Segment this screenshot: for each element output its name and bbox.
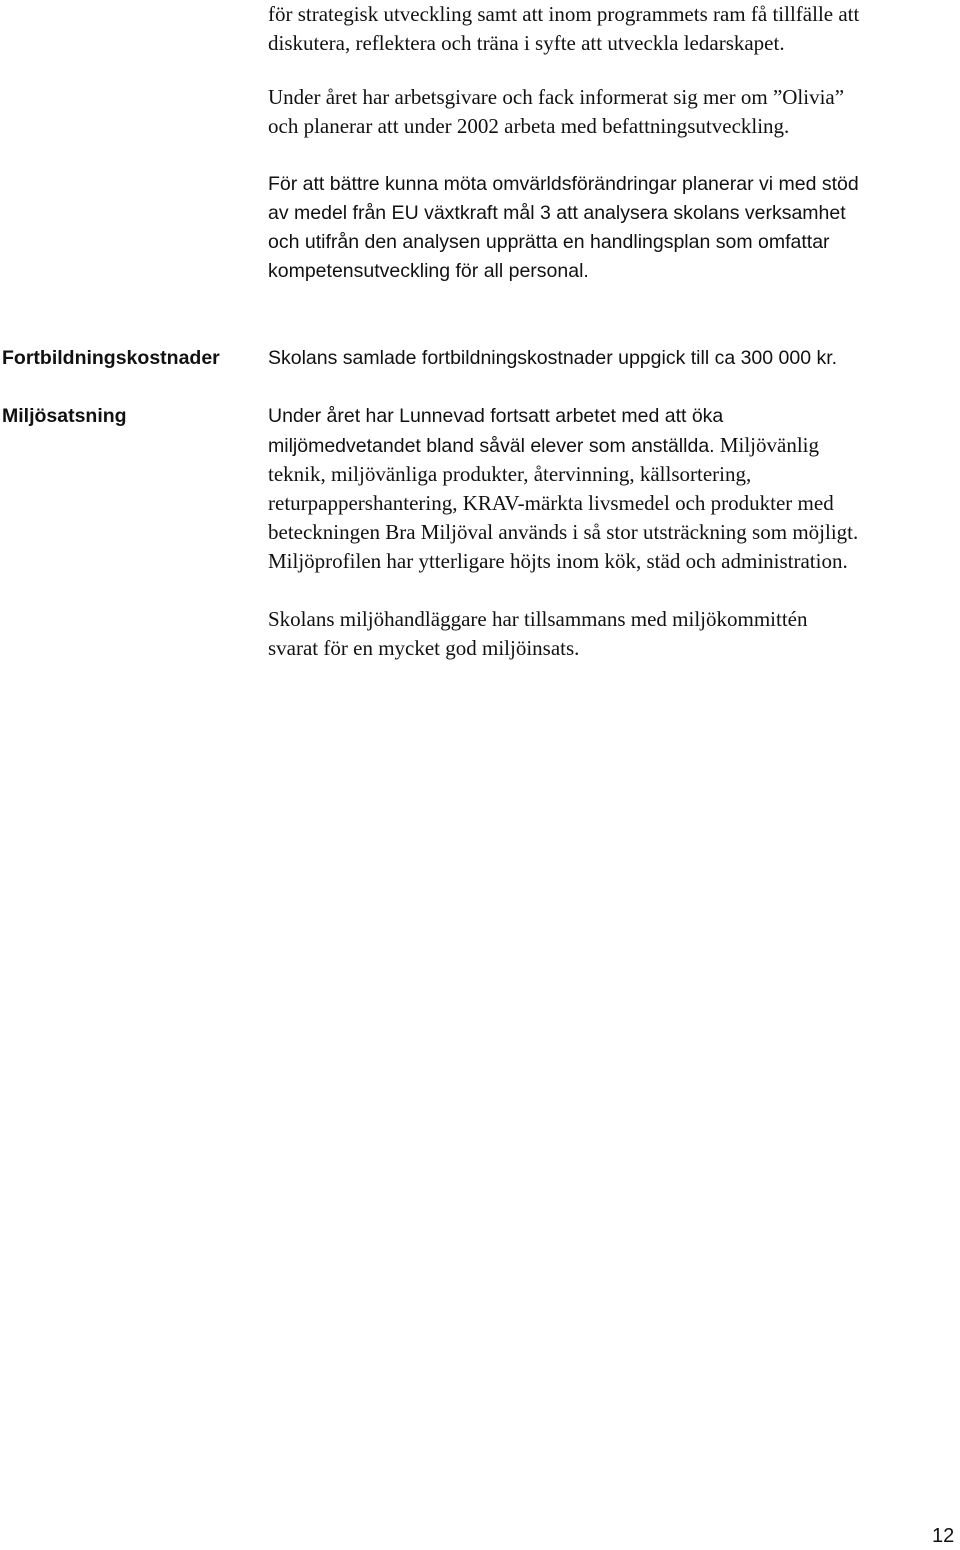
text-line: av medel från EU växtkraft mål 3 att analysera skolans verksamhet	[268, 202, 846, 224]
text-line: Miljöprofilen har ytterligare höjts inom kök, städ och administration.	[268, 549, 848, 573]
text-segment: Miljövänlig	[714, 433, 819, 457]
page-number: 12	[932, 1525, 955, 1547]
text-line: och planerar att under 2002 arbeta med befattningsutveckling.	[268, 114, 790, 138]
text-line: returpappershantering, KRAV-märkta livsmedel och produkter med	[268, 491, 834, 515]
section-label-environment: Miljösatsning	[2, 405, 127, 427]
text-line: Skolans miljöhandläggare har tillsammans med miljökommittén	[268, 607, 808, 631]
text-line: teknik, miljövänliga produkter, återvinning, källsortering,	[268, 462, 752, 486]
text-segment: miljömedvetandet bland såväl elever som anställda.	[268, 435, 715, 457]
text-line: diskutera, reflektera och träna i syfte att utveckla ledarskapet.	[268, 31, 785, 55]
text-line-mixed	[268, 431, 958, 461]
paragraph-training-costs	[268, 344, 958, 373]
text-line: för strategisk utveckling samt att inom programmets ram få tillfälle att	[268, 2, 860, 26]
text-line: Under året har Lunnevad fortsatt arbetet med att öka	[268, 405, 724, 427]
text-line: kompetensutveckling för all personal.	[268, 260, 589, 282]
text-line: och utifrån den analysen upprätta en handlingsplan som omfattar	[268, 231, 830, 253]
text-line: För att bättre kunna möta omvärldsförändringar planerar vi med stöd	[268, 173, 859, 195]
paragraph-strategy	[268, 0, 958, 58]
text-line: Skolans samlade fortbildningskostnader uppgick till ca 300 000 kr.	[268, 347, 838, 369]
paragraph-environment-closing	[268, 605, 958, 663]
paragraph-environment-intro	[268, 402, 958, 461]
section-label-training-costs: Fortbildningskostnader	[2, 347, 220, 369]
text-line: Under året har arbetsgivare och fack informerat sig mer om ”Olivia”	[268, 85, 845, 109]
paragraph-environment-details	[268, 460, 958, 576]
text-line: svarat för en mycket god miljöinsats.	[268, 636, 580, 660]
paragraph-olivia	[268, 83, 958, 141]
paragraph-eu-support	[268, 170, 958, 286]
text-line: beteckningen Bra Miljöval används i så stor utsträckning som möjligt.	[268, 520, 859, 544]
